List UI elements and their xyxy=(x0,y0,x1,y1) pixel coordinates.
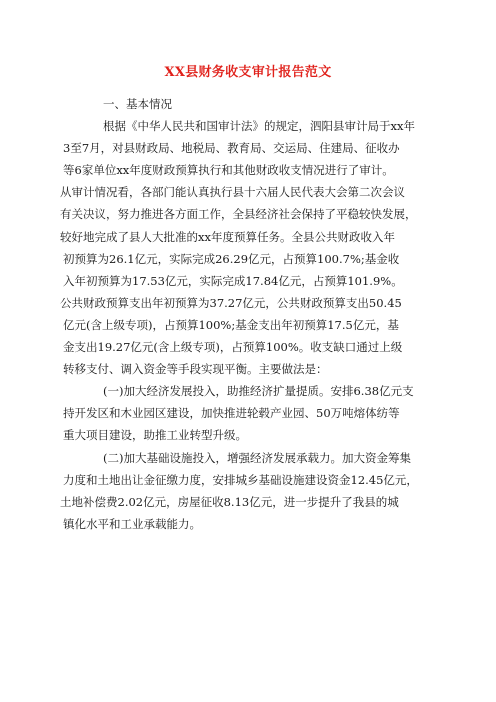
paragraph-line: 有关决议，努力推进各方面工作，全县经济社会保持了平稳较快发展， xyxy=(60,207,417,222)
document-body xyxy=(60,93,436,535)
paragraph-line: (二)加大基础设施投入，增强经济发展承载力。加大资金筹集 xyxy=(103,450,411,465)
paragraph-line: 3至7月，对县财政局、地税局、教育局、交运局、住建局、征收办 xyxy=(63,141,400,156)
paragraph-line: 根据《中华人民共和国审计法》的规定，泗阳县审计局于xx年 xyxy=(103,119,415,134)
paragraph-line: 较好地完成了县人大批准的xx年度预算任务。全县公共财政收入年 xyxy=(60,229,395,244)
section-heading: 一、基本情况 xyxy=(103,97,172,111)
paragraph-line: 公共财政预算支出年初预算为37.27亿元，公共财政预算支出50.45 xyxy=(60,295,402,310)
paragraph-line: 持开发区和木业园区建设，加快推进轮毂产业园、50万吨熔体纺等 xyxy=(63,406,400,421)
paragraph-line: 亿元(含上级专项)，占预算100%;基金支出年初预算17.5亿元，基 xyxy=(63,317,399,332)
paragraph-line: 转移支付、调入资金等手段实现平衡。主要做法是： xyxy=(63,362,328,377)
paragraph-line: (一)加大经济发展投入，助推经济扩量提质。安排6.38亿元支 xyxy=(103,384,414,399)
paragraph-line: 土地补偿费2.02亿元，房屋征收8.13亿元，进一步提升了我县的城 xyxy=(60,494,399,509)
paragraph-line: 力度和土地出让金征缴力度，安排城乡基础设施建设资金12.45亿元， xyxy=(63,472,418,487)
paragraph-line: 金支出19.27亿元(含上级专项)，占预算100%。收支缺口通过上级 xyxy=(63,340,403,355)
paragraph-line: 从审计情况看，各部门能认真执行县十六届人民代表大会第二次会议 xyxy=(60,185,405,200)
document-title: XX县财务收支审计报告范文 xyxy=(164,65,332,80)
paragraph-line: 初预算为26.1亿元，实际完成26.29亿元，占预算100.7%;基金收 xyxy=(63,251,400,266)
paragraph-line: 等6家单位xx年度财政预算执行和其他财政收支情况进行了审计。 xyxy=(63,163,394,178)
paragraph-line: 重大项目建设，助推工业转型升级。 xyxy=(63,428,247,443)
paragraph-line: 入年初预算为17.53亿元，实际完成17.84亿元，占预算101.9%。 xyxy=(63,273,403,288)
paragraph-line: 镇化水平和工业承载能力。 xyxy=(63,516,201,531)
